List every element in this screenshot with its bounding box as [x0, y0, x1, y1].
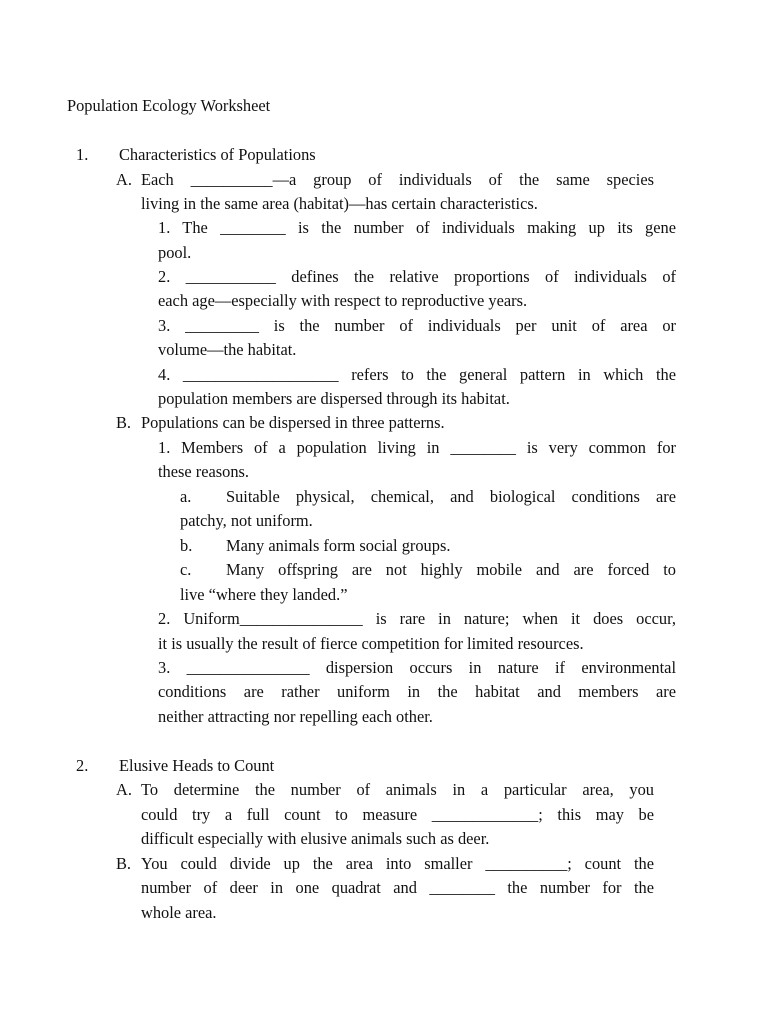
item-1b2-line2: it is usually the result of fierce competition for limited resources.: [158, 634, 584, 653]
section-2a-line3: difficult especially with elusive animals such as deer.: [141, 829, 490, 848]
item-1b1-line1: 1. Members of a population living in ________ is very common for: [158, 438, 676, 457]
sub-c-line2: live “where they landed.”: [180, 585, 348, 604]
item-1b1-line2: these reasons.: [158, 462, 250, 481]
section-2a-line1: To determine the number of animals in a particular area, you: [141, 780, 654, 799]
section-2a-line2: could try a full count to measure _____________; this may be: [141, 805, 654, 824]
section-1a-line2: living in the same area (habitat)—has certain characteristics.: [141, 194, 538, 213]
sub-c-label: c.: [180, 560, 192, 579]
sub-a-label: a.: [180, 487, 192, 506]
section-2b-label: B.: [116, 854, 132, 873]
section-2b-line3: whole area.: [141, 903, 217, 922]
sub-b-label: b.: [180, 536, 193, 555]
item-1b2-line1: 2. Uniform_______________ is rare in nature; when it does occur,: [158, 609, 676, 628]
section-1b-line1: Populations can be dispersed in three patterns.: [141, 413, 445, 432]
sub-a-line2: patchy, not uniform.: [180, 511, 313, 530]
item-1a2-line2: each age—especially with respect to reproductive years.: [158, 291, 528, 310]
sub-b-line1: Many animals form social groups.: [226, 536, 451, 555]
section-1a-label: A.: [116, 170, 132, 189]
section-2b-line1: You could divide up the area into smaller __________; count the: [141, 854, 654, 873]
section-1b-label: B.: [116, 413, 132, 432]
section-2b-line2: number of deer in one quadrat and ________ the number for the: [141, 878, 654, 897]
item-1a3-line1: 3. _________ is the number of individuals per unit of area or: [158, 316, 676, 335]
section-2-number: 2.: [76, 756, 89, 775]
item-1a3-line2: volume—the habitat.: [158, 340, 297, 359]
sub-a-line1: Suitable physical, chemical, and biological conditions are: [226, 487, 676, 506]
item-1b3-line3: neither attracting nor repelling each other.: [158, 707, 433, 726]
item-1a4-line1: 4. ___________________ refers to the general pattern in which the: [158, 365, 676, 384]
section-1-number: 1.: [76, 145, 89, 164]
item-1a1-line2: pool.: [158, 243, 192, 262]
section-1a-line1: Each __________—a group of individuals of the same species: [141, 170, 654, 189]
item-1a4-line2: population members are dispersed through its habitat.: [158, 389, 510, 408]
item-1a1-line1: 1. The ________ is the number of individuals making up its gene: [158, 218, 676, 237]
section-1-heading: Characteristics of Populations: [119, 145, 316, 164]
item-1b3-line2: conditions are rather uniform in the habitat and members are: [158, 682, 676, 701]
sub-c-line1: Many offspring are not highly mobile and are forced to: [226, 560, 676, 579]
section-2-heading: Elusive Heads to Count: [119, 756, 275, 775]
page-title: Population Ecology Worksheet: [67, 96, 271, 115]
section-2a-label: A.: [116, 780, 132, 799]
item-1b3-line1: 3. _______________ dispersion occurs in nature if environmental: [158, 658, 676, 677]
item-1a2-line1: 2. ___________ defines the relative proportions of individuals of: [158, 267, 676, 286]
